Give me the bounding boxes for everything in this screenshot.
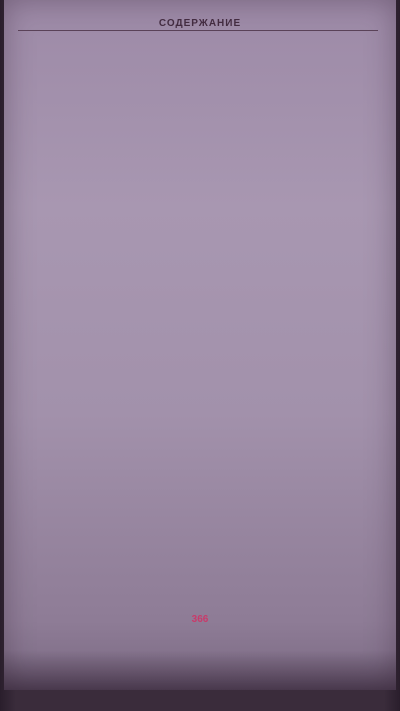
page-number: 366 (191, 614, 209, 625)
title-divider (18, 30, 378, 31)
page-shadow (4, 650, 396, 690)
page-title: СОДЕРЖАНИЕ (158, 18, 242, 29)
book-page (4, 0, 396, 690)
